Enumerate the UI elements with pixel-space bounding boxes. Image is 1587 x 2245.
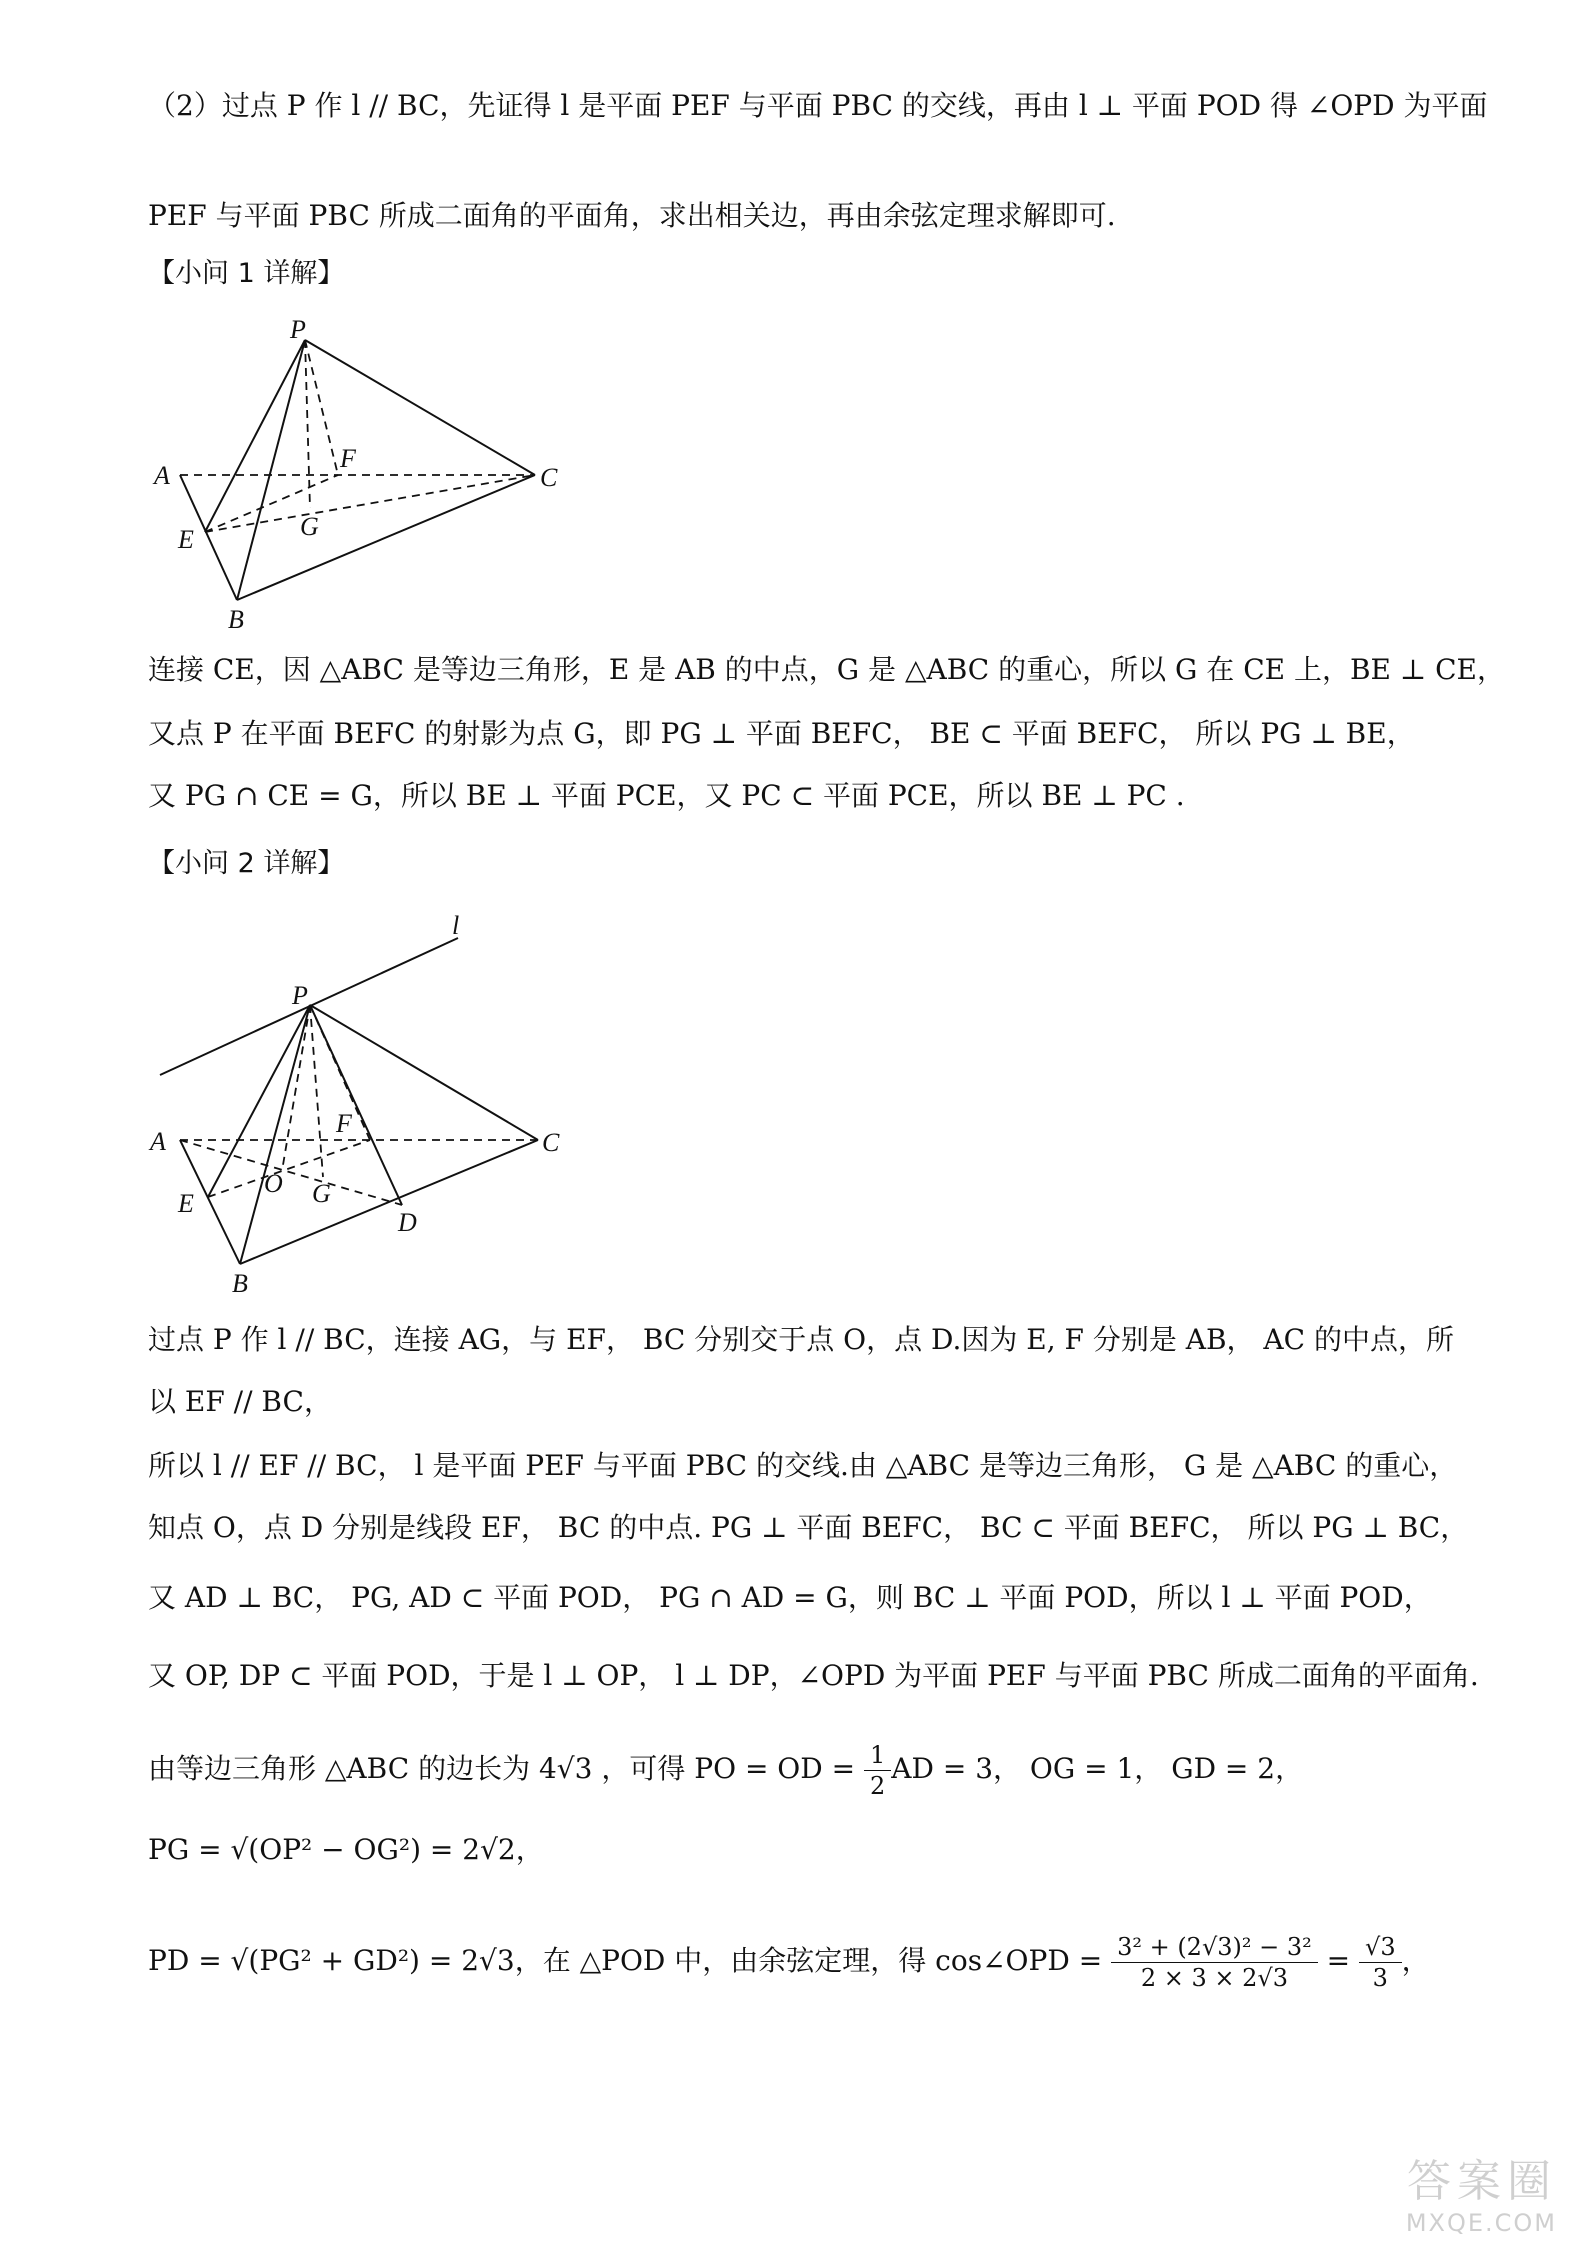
text-line [148, 1932, 1430, 1993]
section-heading: 【小问 2 详解】 [148, 848, 345, 879]
fraction [1111, 1932, 1318, 1993]
label-F: F [336, 1109, 352, 1138]
text-line: 过点 P 作 l // BC，连接 AG，与 EF， BC 分别交于点 O，点 D.因为 E, F 分别是 AB， AC 的中点，所 [148, 1323, 1454, 1356]
label-C: C [542, 1128, 560, 1157]
section-heading: 【小问 1 详解】 [148, 258, 345, 289]
label-A: A [154, 461, 170, 490]
label-G: G [300, 512, 319, 541]
label-A: A [150, 1127, 166, 1156]
text-line: 连接 CE，因 △ABC 是等边三角形，E 是 AB 的中点，G 是 △ABC 的重心，所以 G 在 CE 上，BE ⊥ CE， [148, 653, 1505, 686]
label-O: O [264, 1169, 283, 1198]
text-line: 又 PG ∩ CE = G，所以 BE ⊥ 平面 PCE，又 PC ⊂ 平面 PCE，所以 BE ⊥ PC . [148, 779, 1185, 812]
text-line: PEF 与平面 PBC 所成二面角的平面角，求出相关边，再由余弦定理求解即可. [148, 199, 1116, 232]
pyramid-figure-1 [140, 310, 580, 640]
label-l: l [452, 911, 460, 940]
label-P: P [290, 315, 306, 344]
label-E: E [178, 1189, 194, 1218]
line-text: ， [1401, 1944, 1430, 1977]
fraction-numerator: 3² + (2√3)² − 3² [1111, 1932, 1318, 1963]
text-line: 所以 l // EF // BC， l 是平面 PEF 与平面 PBC 的交线.由 △ABC 是等边三角形， G 是 △ABC 的重心， [148, 1449, 1458, 1482]
text-line: 又 OP, DP ⊂ 平面 POD，于是 l ⊥ OP， l ⊥ DP，∠OPD 为平面 PEF 与平面 PBC 所成二面角的平面角. [148, 1659, 1479, 1692]
label-G: G [312, 1179, 331, 1208]
fraction-denominator: 2 × 3 × 2√3 [1140, 1964, 1288, 1992]
text-line: 又点 P 在平面 BEFC 的射影为点 G，即 PG ⊥ 平面 BEFC， BE ⊂ 平面 BEFC， 所以 PG ⊥ BE， [148, 717, 1415, 750]
fraction [1359, 1932, 1402, 1993]
pyramid-figure-2 [140, 900, 600, 1300]
text-line: 以 EF // BC， [148, 1385, 332, 1418]
text-line: 知点 O，点 D 分别是线段 EF， BC 的中点. PG ⊥ 平面 BEFC， BC ⊂ 平面 BEFC， 所以 PG ⊥ BC， [148, 1511, 1469, 1544]
line-text: = [1317, 1944, 1360, 1977]
line-text: AD = 3， OG = 1， GD = 2， [891, 1752, 1304, 1785]
label-B: B [232, 1269, 248, 1298]
fraction [864, 1740, 891, 1801]
label-F: F [340, 444, 356, 473]
label-B: B [228, 605, 244, 634]
watermark-url: MXQE.COM [1405, 2209, 1557, 2237]
text-line: PG = √(OP² − OG²) = 2√2， [148, 1833, 544, 1866]
text-line: 又 AD ⊥ BC， PG, AD ⊂ 平面 POD， PG ∩ AD = G，则 BC ⊥ 平面 POD，所以 l ⊥ 平面 POD， [148, 1581, 1432, 1614]
fraction-denominator: 2 [869, 1772, 886, 1800]
label-D: D [398, 1208, 417, 1237]
watermark-title: 答案圈 [1407, 2156, 1557, 2207]
fraction-numerator: 1 [864, 1740, 891, 1771]
text-line: （2）过点 P 作 l // BC，先证得 l 是平面 PEF 与平面 PBC 的交线，再由 l ⊥ 平面 POD 得 ∠OPD 为平面 [148, 89, 1488, 122]
label-C: C [540, 463, 558, 492]
line-text: PD = √(PG² + GD²) = 2√3，在 △POD 中，由余弦定理，得 cos∠OPD = [148, 1944, 1112, 1977]
watermark-logo [1406, 2145, 1557, 2237]
fraction-denominator: 3 [1372, 1964, 1388, 1992]
text-line [148, 1740, 1303, 1801]
label-E: E [178, 525, 194, 554]
label-P: P [292, 981, 308, 1010]
line-text: 由等边三角形 △ABC 的边长为 4√3 ，可得 PO = OD = [148, 1752, 864, 1785]
fraction-numerator: √3 [1359, 1932, 1402, 1963]
